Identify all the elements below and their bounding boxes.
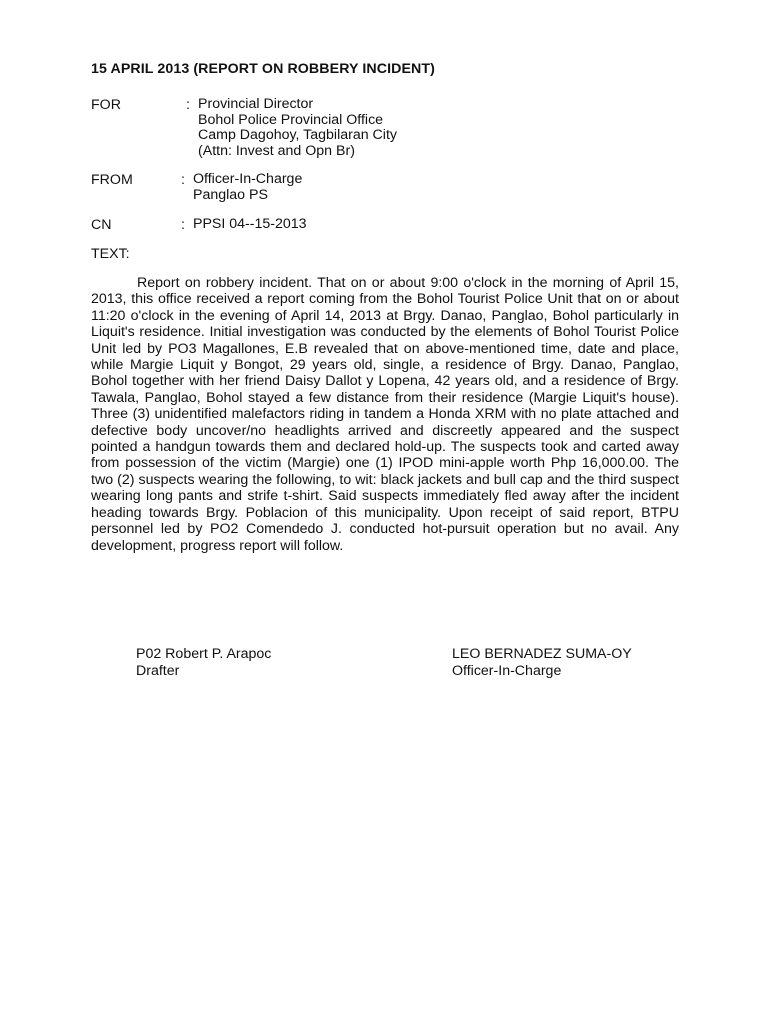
drafter-name: P02 Robert P. Arapoc [136, 646, 272, 662]
officer-role: Officer-In-Charge [452, 662, 562, 679]
report-body: Report on robbery incident. That on or about 9:00 o'clock in the morning of April 15, 2013, this office received a report coming from the Bohol Tourist Police Unit that on or about 11:20 o'clock in the evening of April 14, 2013 at Brgy. Danao, Panglao, Bohol particularly in Liquit's residence. Initial investigation was conducted by the elements of Bohol Tourist Police Unit led by PO3 Magallones, E.B revealed that on above-mentioned time, date and place, while Margie Liquit y Bongot, 29 years old, single, a residence of Brgy. Danao, Panglao, Bohol together with her friend Daisy Dallot y Lopena, 42 years old, and a residence of Brgy. Tawala, Panglao, Bohol stayed a few distance from their residence (Margie Liquit's house). Three (3) unidentified malefactors riding in tandem a Honda XRM with no plate attached and defective body uncover/no headlights arrived and discreetly appeared and the suspect pointed a handgun towards them and declared hold-up. The suspects took and carted away from possession of the victim (Margie) one (1) IPOD mini-apple worth Php 16,000.00. The two (2) suspects wearing the following, to wit: black jackets and bull cap and the third suspect wearing long pants and strife t-shirt. Said suspects immediately fled away after the incident heading towards Brgy. Poblacion of this municipality. Upon receipt of said report, BTPU personnel led by PO2 Comendedo J. conducted hot-pursuit operation but no avail. Any development, progress report will follow. [91, 275, 679, 554]
from-colon: : [181, 172, 185, 188]
for-colon: : [186, 97, 190, 113]
from-line-2: Panglao PS [193, 186, 268, 203]
from-line-1: Officer-In-Charge [193, 171, 303, 187]
officer-name: LEO BERNADEZ SUMA-OY [452, 646, 632, 662]
for-line-4: (Attn: Invest and Opn Br) [198, 142, 355, 159]
from-sender-block [193, 172, 302, 203]
from-label: FROM [91, 172, 133, 188]
for-line-1: Provincial Director [198, 96, 314, 112]
drafter-signature [136, 646, 271, 679]
for-recipient-block [198, 97, 397, 159]
cn-value: PPSI 04--15-2013 [193, 216, 307, 232]
report-title: 15 APRIL 2013 (REPORT ON ROBBERY INCIDENT) [91, 61, 435, 77]
for-label: FOR [91, 97, 121, 113]
officer-signature [452, 646, 632, 679]
for-line-3: Camp Dagohoy, Tagbilaran City [198, 127, 397, 143]
cn-label: CN [91, 217, 112, 233]
cn-colon: : [181, 217, 185, 233]
text-label: TEXT: [91, 246, 130, 262]
drafter-role: Drafter [136, 662, 180, 679]
for-line-2: Bohol Police Provincial Office [198, 111, 384, 128]
